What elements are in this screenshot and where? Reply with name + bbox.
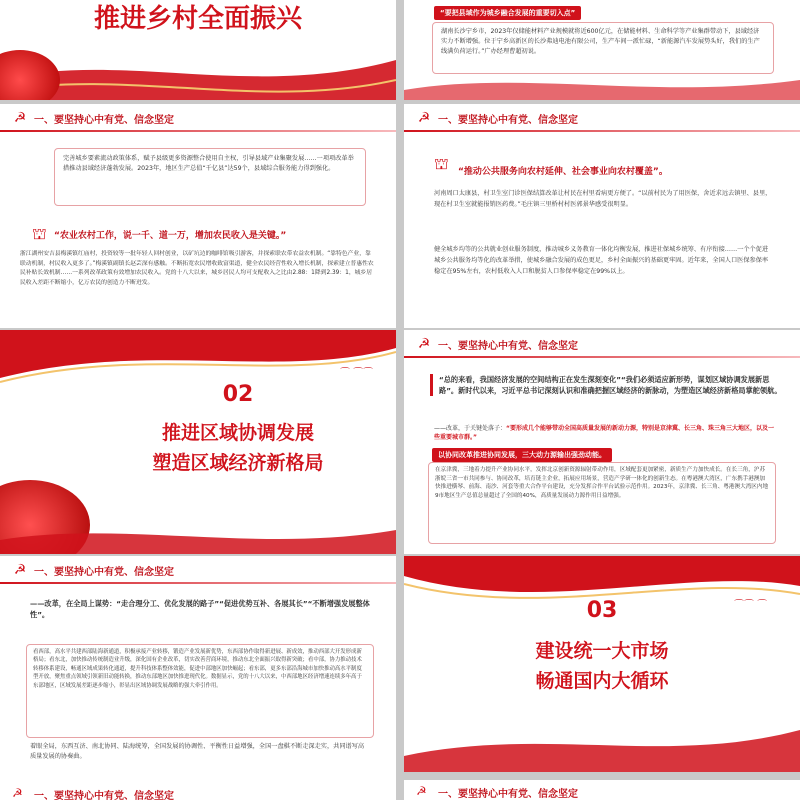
section-badge: “要把县域作为城乡融合发展的重要切入点” [434,6,581,20]
slide-rural-income[interactable] [0,104,396,328]
slide-rural-revitalization-title[interactable] [0,0,396,100]
slide-header [0,556,396,584]
section-title-line2: 畅通国内大循环 [535,670,669,692]
header-title: 一、要坚持心中有党、信念坚定 [34,115,174,126]
slide-header [404,104,800,132]
header-title: 一、要坚持心中有党、信念坚定 [438,789,578,800]
slide-header [0,104,396,132]
quote-text: “总的来看，我国经济发展的空间结构正在发生深刻变化”“我们必须适应新形势，谋划区域协调发展新思路”。新时代以来，习近平总书记深刻认识和准确把握区域经济的新脉动，为塑造区域经济新格局掌舵领航。 [439,375,782,395]
header-rule [0,130,396,132]
body-paragraph-1: 河南周口太康县，村卫生室门诊医保结算改革让村民在村里看病更方便了。“以前村民为了用医保，舍近求远去镇里、县里，现在村卫生室就能报销医药费。”毛庄镇三里桥村村医郭景华感受很明显。 [434,190,772,208]
party-emblem-icon: ☭ [13,110,27,126]
content-box [432,22,774,74]
paragraph-text: 湖南长沙宁乡市，2023年仅储能材料产业规模就将近600亿元，在储能材料、生命科学等产业集群带动下，县域经济实力不断增强。位于宁乡高新区的长沙弗迪电池有限公司，生产车间一派忙碌，“新能源汽车发展势头好，我们的生产线满负荷运行。”广办经理曹超初说。 [441,28,760,55]
body-paragraph-2: 健全城乡均等的公共就业创业服务制度，推动城乡义务教育一体化均衡发展，推进社保城乡统筹、有序衔接……一个个促进城乡公共服务均等化的改革举措，使城乡融合发展的成色更足，乡村全面振兴的基础更牢固。近年来，全国人口医保参保率稳定在95%左右，农村低收入人口和脱贫人口参保率稳定在99%以上。 [434,246,769,275]
slide-county-integration[interactable] [404,0,800,100]
flying-doves-decoration: ⌒⌒ ⌒ [734,600,768,611]
section-badge: 以协同改革推进协同发展，三大动力源输出强劲动能。 [432,448,612,462]
content-box [428,462,776,544]
header-title: 一、要坚持心中有党、信念坚定 [34,567,174,578]
slide-public-services[interactable] [404,104,800,328]
reform-quote: “要形成几个能够带动全国高质量发展的新动力源，特别是京津冀、长三角、珠三角三大地区，以及一些重要城市群。” [434,425,774,441]
slide-section-03[interactable] [404,556,800,772]
slide-section-02[interactable] [0,330,396,554]
red-wave-decoration [0,520,396,554]
content-box [26,644,374,738]
red-ribbon-decoration [0,40,396,100]
key-quote: “农业农村工作，说一千、道一万，增加农民收入是关键。” [54,231,287,241]
lead-text: ——改革，在全局上谋势：“走合理分工、优化发展的路子”“促进优势互补、各展其长”“不断增强发展整体性”。 [30,599,370,619]
party-emblem-icon: ☭ [12,786,23,800]
section-number: 03 [586,598,618,623]
party-emblem-icon: ☭ [417,336,431,352]
slide-partial-bottom-right[interactable] [404,780,800,800]
box-text: 在京津冀，三地着力提升产业协同水平，发挥北京创新资源辐射带动作用，区域配套更加紧密，新质生产力加快成长。在长三角，沪苏浙皖三省一市共同参与、协同改革，培育链主企业，拓展应用场景，营造产学研一体化的创新生态。在粤港澳大湾区，广东携手港澳加快推进横琴、前海、南沙、河套等重大合作平台建设，充分发挥合作平台试验示范作用。2023年，京津冀、长三角、粤港澳大湾区内地9市地区生产总值总量超过了全国的40%，高质量发展动力源作用日益增强。 [435,467,769,499]
header-rule [0,582,396,584]
party-emblem-icon: ☭ [416,784,427,798]
reform-line [434,424,774,442]
header-title: 一、要坚持心中有党、信念坚定 [438,341,578,352]
key-quote: “推动公共服务向农村延伸、社会事业向农村覆盖”。 [458,167,668,177]
header-rule [404,356,800,358]
header-title: 一、要坚持心中有党、信念坚定 [34,791,174,800]
section-number: 02 [222,382,254,407]
header-title: 一、要坚持心中有党、信念坚定 [438,115,578,126]
party-emblem-icon: ☭ [417,110,431,126]
section-title-line2: 塑造区域经济新格局 [152,452,324,474]
tail-paragraph: 着眼全局，东西互济、南北协同、陆海统筹，全国发展的协调性、平衡性日益增强，全国一盘棋不断走深走实，共同谱写高质量发展的协奏曲。 [30,743,365,760]
header-rule [404,130,800,132]
box-text: 看西部，高水平共建西部陆海新通道，积极承接产业转移，锻造产业发展新优势，东西部协作取得新进展、新成效，推动西部大开发形成新格局；看东北，加快推动传统制造业升级，深化国有企业改革，切实改善营商环境，推动东北全面振兴取得新突破；看中部，协力推动技术转移体系建设，畅通区域成果转化通道，提升科技体系整体效能，促进中部地区加快崛起；看东部，更多东部沿海城市加快推动高水平制度型开放，聚焦重点领域引领新旧动能转换，推动东部地区加快推进现代化。数据显示，党的十八大以来，中西部地区经济增速连续多年高于东部地区，区域发展差距逐步缩小，彰显出区域协调发展战略的强大牵引作用。 [33,649,362,689]
reform-label: ——改革，于关键处落子： [434,425,507,432]
red-ribbon-decoration [404,70,800,100]
red-ribbon-decoration [0,330,396,390]
slide-header [404,330,800,358]
slide-regional-economy[interactable] [404,330,800,554]
red-wave-decoration [404,716,800,772]
box-text: 完善城乡要素流动政策体系，赋予县级更多资源整合使用自主权，引导县域产业集聚发展……一项项改革举措推动县域经济蓬勃发展。2023年，地区生产总值“千亿县”达59个，县域综合服务能力得到强化。 [63,155,354,172]
speaker-podium-icon: ⛫ [32,224,47,243]
body-paragraph: 浙江湖州安吉县梅溪镇红庙村，投资较等一批年轻人回村创业，以矿坑边的咖啡馆吸引游客，并探索联农带农益农机制。“靠特色产业，靠联动机制，村民收入更多了。”梅溪镇副镇长赵芸深有感触。不断拓宽农民增收致富渠道，健全农民经营性收入增长机制，探索建立普惠性农民补贴长效机制……一系列改革政策有效增加农民收入。党的十八大以来，城乡居民人均可支配收入之比由2.88：1降到2.39：1，城乡居民收入差距不断缩小，亿万农民的创造力不断迸发。 [20,251,374,286]
slide-title: 推进乡村全面振兴 [93,4,302,34]
section-title-line1: 推进区域协调发展 [161,422,314,444]
flying-doves-decoration: ⌒ ⌒⌒ [340,368,374,379]
highlight-box [54,148,366,206]
section-title-line1: 建设统一大市场 [535,640,669,662]
speaker-podium-icon: ⛫ [434,154,449,173]
quote-block [430,374,785,396]
slide-partial-bottom-left[interactable] [0,784,396,800]
slide-overall-coordination[interactable] [0,556,396,800]
party-emblem-icon: ☭ [13,562,27,578]
